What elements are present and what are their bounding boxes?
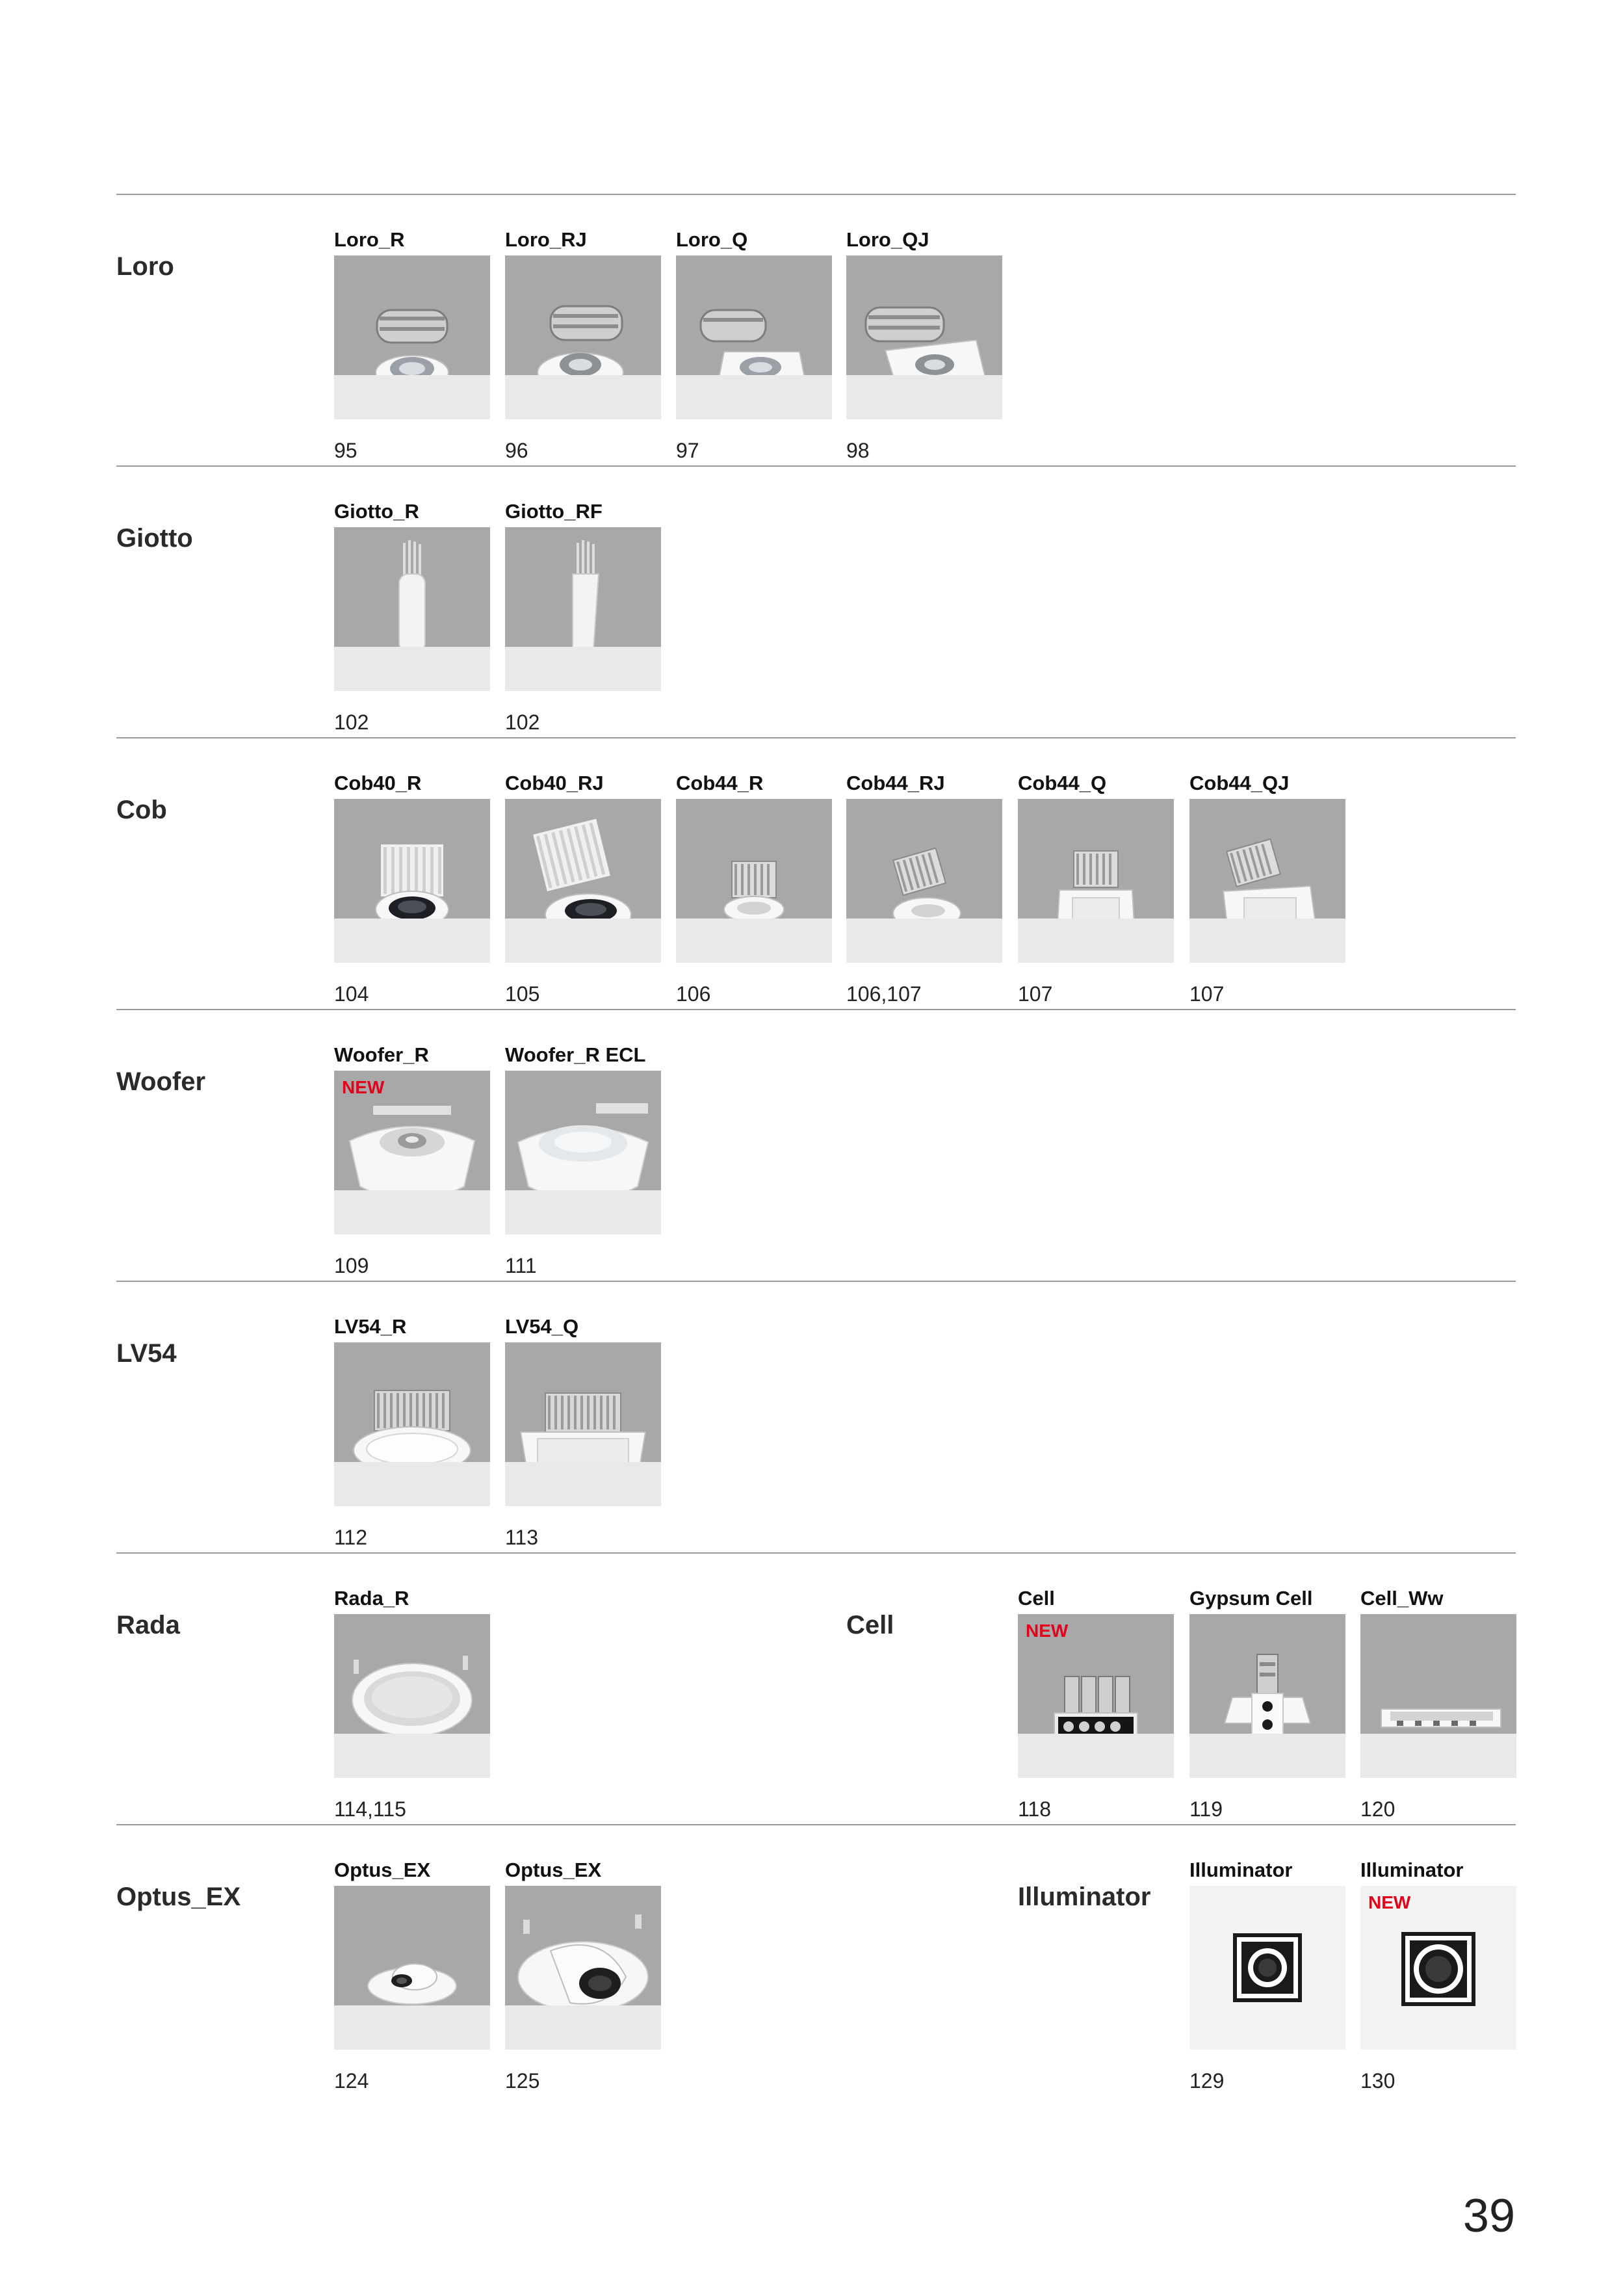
page-reference: 98	[846, 439, 870, 462]
divider	[116, 465, 1516, 467]
product-name: Illuminator	[1360, 1859, 1464, 1881]
product-name: Cob44_QJ	[1189, 772, 1290, 794]
family-title-giotto: Giotto	[116, 524, 193, 553]
product-image	[334, 1614, 490, 1778]
page-reference: 107	[1189, 982, 1225, 1006]
page-reference: 96	[505, 439, 528, 462]
page-reference: 106,107	[846, 982, 922, 1006]
page-reference: 114,115	[334, 1797, 406, 1821]
product-name: Cob40_RJ	[505, 772, 604, 794]
page-reference: 107	[1018, 982, 1053, 1006]
product-image	[676, 255, 832, 419]
product-name: Cob40_R	[334, 772, 422, 794]
product-name: LV54_R	[334, 1315, 407, 1338]
page-reference: 113	[505, 1526, 539, 1549]
product-name: Woofer_R ECL	[505, 1043, 646, 1066]
page-reference: 102	[334, 711, 369, 734]
product-image	[1360, 1614, 1516, 1778]
product-name: Woofer_R	[334, 1043, 429, 1066]
page-reference: 109	[334, 1254, 369, 1277]
divider	[116, 737, 1516, 738]
product-name: Loro_Q	[676, 228, 748, 251]
divider	[116, 194, 1516, 195]
family-title-lv54: LV54	[116, 1339, 177, 1368]
product-image	[505, 1886, 661, 2050]
product-name: Giotto_R	[334, 500, 419, 523]
family-title-loro: Loro	[116, 252, 174, 281]
product-image	[505, 1071, 661, 1234]
product-name: Cob44_RJ	[846, 772, 945, 794]
product-name: Gypsum Cell	[1189, 1587, 1313, 1610]
product-image	[334, 1071, 490, 1234]
product-image	[505, 255, 661, 419]
divider	[116, 1009, 1516, 1010]
divider	[116, 1824, 1516, 1825]
product-image	[334, 1886, 490, 2050]
family-title-rada: Rada	[116, 1611, 180, 1639]
page-reference: 125	[505, 2069, 540, 2093]
product-image	[1189, 799, 1345, 963]
product-image	[334, 255, 490, 419]
product-name: LV54_Q	[505, 1315, 579, 1338]
product-image	[1189, 1614, 1345, 1778]
page-reference: 119	[1189, 1797, 1223, 1821]
product-image	[505, 1342, 661, 1506]
product-name: Cell	[1018, 1587, 1055, 1610]
product-name: Optus_EX	[505, 1859, 602, 1881]
page-number: 39	[1462, 2190, 1515, 2242]
product-image	[334, 1342, 490, 1506]
new-badge: NEW	[342, 1077, 385, 1097]
product-name: Optus_EX	[334, 1859, 431, 1881]
product-image	[1018, 1614, 1174, 1778]
new-badge: NEW	[1026, 1621, 1069, 1641]
product-image	[676, 799, 832, 963]
new-badge: NEW	[1368, 1892, 1411, 1912]
page-reference: 105	[505, 982, 540, 1006]
product-name: Loro_RJ	[505, 228, 587, 251]
product-name: Loro_QJ	[846, 228, 929, 251]
family-title-optus-ex: Optus_EX	[116, 1883, 241, 1911]
page-reference: 120	[1360, 1797, 1396, 1821]
product-image	[846, 799, 1002, 963]
page-reference: 102	[505, 711, 540, 734]
product-image	[846, 255, 1002, 419]
product-image	[1189, 1886, 1345, 2050]
page-reference: 129	[1189, 2069, 1225, 2093]
product-image	[505, 799, 661, 963]
product-name: Loro_R	[334, 228, 405, 251]
page-reference: 111	[505, 1254, 537, 1277]
family-title-cell: Cell	[846, 1611, 894, 1639]
product-image	[1360, 1886, 1516, 2050]
family-title-woofer: Woofer	[116, 1067, 206, 1096]
page-reference: 106	[676, 982, 711, 1006]
page-reference: 104	[334, 982, 369, 1006]
product-image	[1018, 799, 1174, 963]
product-name: Cell_Ww	[1360, 1587, 1444, 1610]
product-name: Cob44_Q	[1018, 772, 1107, 794]
divider	[116, 1281, 1516, 1282]
product-name: Illuminator	[1189, 1859, 1293, 1881]
divider	[116, 1552, 1516, 1554]
family-title-illuminator: Illuminator	[1018, 1883, 1151, 1911]
page-reference: 118	[1018, 1797, 1052, 1821]
product-name: Cob44_R	[676, 772, 764, 794]
page-reference: 112	[334, 1526, 368, 1549]
page-reference: 95	[334, 439, 357, 462]
page-reference: 97	[676, 439, 699, 462]
product-image	[505, 527, 661, 691]
product-image	[334, 527, 490, 691]
page-reference: 130	[1360, 2069, 1396, 2093]
product-image	[334, 799, 490, 963]
product-name: Rada_R	[334, 1587, 409, 1610]
page-reference: 124	[334, 2069, 369, 2093]
family-title-cob: Cob	[116, 796, 167, 824]
product-name: Giotto_RF	[505, 500, 603, 523]
